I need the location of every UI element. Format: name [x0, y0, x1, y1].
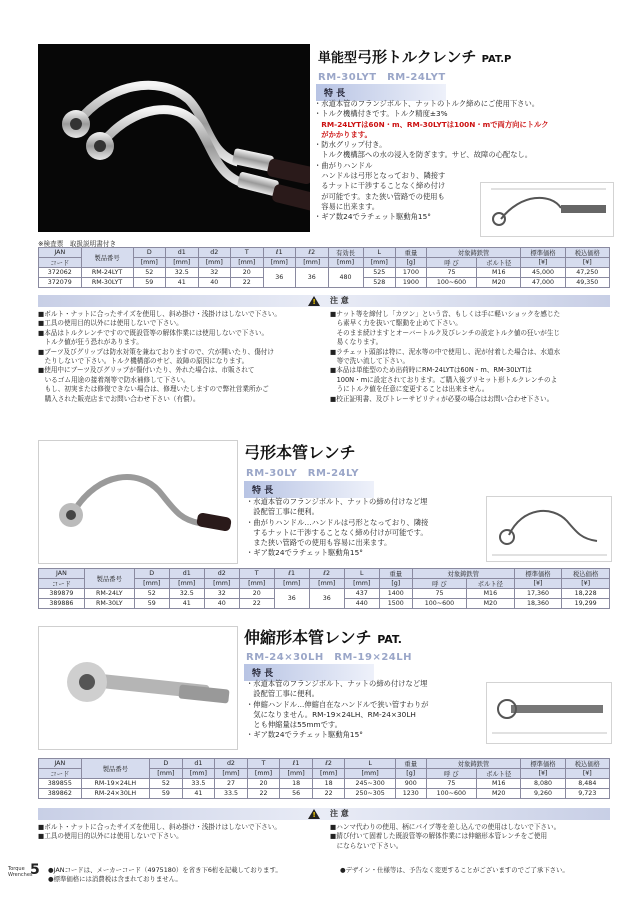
section1-models: RM-30LYT RM-24LYT	[318, 72, 446, 83]
section1-dimension-diagram	[480, 182, 614, 237]
dimension-drawing-icon	[481, 183, 615, 238]
section3-title: 伸縮形本管レンチ PAT.	[244, 628, 402, 647]
product-photo-torque-wrench	[38, 44, 310, 232]
caution2-right-notes: ■ハンマ代わりの使用、柄にパイプ等を差し込んでの使用はしないで下さい。 ■錆び付いて固着した既設管等の解体作業には伸縮形本管レンチをご使用 にならないで下さい。	[330, 823, 561, 850]
page-number: 5	[30, 862, 40, 878]
warning-icon	[308, 809, 320, 819]
caution1-right-notes: ■ナット等を締付し「カツン」という音、もしくは手に軽いショックを感じた ら素早く力を抜いて駆動を止めて下さい。 そのまま続けますとオーバートルク及びレンチの設定トルク値の狂いが生じ 易くなります。 ■ラチェット頭部は特に、泥水等の中で使用し、泥が付着した場合は、水道水 等で洗い流して下さい。 ■本品は単能型のため出荷時にRM-24LYTは60N・m、RM-30LYTは 100N・mに設定されております。ご購入後プリセット形トルクレンチのよ うにトルク値を任意に変更することは出来ません。 ■校正証明書、及びトレーサビリティが必要の場合はお問い合わせ下さい。	[330, 310, 561, 403]
footer-right-note: ●デザイン・仕様等は、予告なく変更することがございますのでご了承下さい。	[340, 866, 569, 874]
section3-spec-table: JAN 製品番号 D d1 d2 T ℓ1 ℓ2 L 重量 対象鋳鉄管 標準価格 税込価格 コード [mm] [mm] [mm] [mm] [mm] [mm] [mm] [g] 呼 び ボルト径 [¥] [¥] 389855 RM-19×24LH 52 33.5 27 20 18 18 245~300 900 75 M16 8,080 8,484 389862 RM-24×30LH 59 41 33.5 22 56 22 250~305 1230 100~600 M20 9,260 9,723	[38, 758, 610, 799]
section2-spec-table: JAN 製品番号 D d1 d2 T ℓ1 ℓ2 L 重量 対象鋳鉄管 標準価格 税込価格 コード [mm] [mm] [mm] [mm] [mm] [mm] [mm] [g] 呼 び ボルト径 [¥] [¥] 389879 RM-24LY 52 32.5 32 20 36 36 437 1400 75 M16 17,360 18,228 389886 RM-30LY 59 41 40 22 440 1500 100~600 M20 18,360 19,299	[38, 568, 610, 609]
product-photo-telescopic-wrench	[38, 626, 238, 750]
table-row: 389862 RM-24×30LH 59 41 33.5 22 56 22 250~305 1230 100~600 M20 9,260 9,723	[39, 789, 610, 799]
table-row: 389879 RM-24LY 52 32.5 32 20 36 36 437 1400 75 M16 17,360 18,228	[39, 589, 610, 599]
table-row: 389855 RM-19×24LH 52 33.5 27 20 18 18 245~300 900 75 M16 8,080 8,484	[39, 779, 610, 789]
caution-bar-2: ! 注 意	[38, 808, 610, 820]
product-photo-curved-wrench	[38, 440, 238, 564]
footer-left-notes: ●JANコードは、メーカーコード（4975180）を省き下6桁を記載しております。 ●標準価格には消費税は含まれておりません。	[48, 866, 282, 883]
wrench-photo-illustration	[38, 44, 310, 232]
table-row: 372062 RM-24LYT 52 32.5 32 20 36 36 480 525 1700 75 M16 45,000 47,250	[39, 268, 610, 278]
caution1-left-notes: ■ボルト・ナットに合ったサイズを使用し、斜め掛け・浅掛けはしないで下さい。 ■工具の使用目的以外には使用しないで下さい。 ■本品はトルクレンチですので既設管等の解体作業には使用しないで下さい。 トルク値が狂う恐れがあります。 ■ブーツ及びグリップは防水対策を兼ねておりますので、穴が開いたり、傷付け たりしないで下さい。トルク機構部のサビ、故障の原因になります。 ■使用中にブーツ及びグリップが傷付いたり、外れた場合は、市販されて いるゴム用途の接着剤等で防水補修して下さい。 もし、初実または修復できない場合は、修理いたしますので弊社営業所かご 購入された販売店までお問い合わせ下さい（有償）。	[38, 310, 281, 403]
curved-wrench-illustration	[39, 441, 238, 564]
section1-table-note: ※検査票 取扱説明書付き	[38, 240, 117, 248]
caution2-left-notes: ■ボルト・ナットに合ったサイズを使用し、斜め掛け・浅掛けはしないで下さい。 ■工具の使用目的以外には使用しないで下さい。	[38, 823, 281, 841]
section3-dimension-diagram	[486, 682, 612, 744]
warning-icon	[308, 296, 320, 306]
brand-mark: Torque Wrenches	[8, 866, 33, 878]
dimension-drawing-icon	[487, 497, 613, 563]
section3-features-label: 特 長	[244, 664, 374, 681]
section2-models: RM-30LY RM-24LY	[246, 468, 360, 479]
section3-features: ・水道本管のフランジボルト、ナットの締め付けなど埋 設配管工事に便利。 ・伸縮ハンドル…伸縮自在なハンドルで狭い管すわりが 気になりません。RM-19×24LH、RM-24×30LH とも伸縮量は55mmです。 ・ギア数24でラチェット駆動角15°	[246, 679, 429, 740]
section1-features: ・水道本管のフランジボルト、ナットのトルク締めにご使用下さい。 ・トルク機構付きです。トルク精度±3% RM-24LYTは60N・m、RM-30LYTは100N・mで両方向にトルク がかかります。 ・防水グリップ付き。 トルク機構部への水の浸入を防ぎます。サビ、故障の心配なし。 ・曲がりハンドル ハンドルは弓形となっており、隣接す るナットに干渉することなく締め付け が可能です。また狭い管路での使用も 容易に出来ます。 ・ギア数24でラチェット駆動角15°	[314, 99, 549, 222]
caution-bar-1: ! 注 意	[38, 295, 610, 307]
section3-models: RM-24×30LH RM-19×24LH	[246, 652, 413, 663]
telescopic-wrench-illustration	[39, 627, 238, 750]
section1-features-label: 特 長	[316, 84, 446, 101]
section2-title: 弓形本管レンチ	[244, 443, 356, 462]
section2-dimension-diagram	[486, 496, 612, 562]
section2-features: ・水道本管のフランジボルト、ナットの締め付けなど埋 設配管工事に便利。 ・曲がりハンドル…ハンドルは弓形となっており、隣接 するナットに干渉することなく締め付けが可能です。 また狭い管路での使用も容易に出来ます。 ・ギア数24でラチェット駆動角15°	[246, 497, 429, 558]
table-row: 389886 RM-30LY 59 41 40 22 440 1500 100~600 M20 18,360 19,299	[39, 599, 610, 609]
section1-spec-table: JAN 製品番号 D d1 d2 T ℓ1 ℓ2 有効長 L 重量 対象鋳鉄管 標準価格 税込価格 コード [mm] [mm] [mm] [mm] [mm] [mm] [mm] [mm] [g] 呼 び ボルト径 [¥] [¥] 372062 RM-24LYT 52 32.5 32 20 36 36 480 525 1700 75 M16 45,000 47,250 372079 RM-30LYT 59 41 40 22 528 1900 100~600 M20 47,000 49,350	[38, 247, 610, 288]
section2-features-label: 特 長	[244, 481, 374, 498]
table-row: 372079 RM-30LYT 59 41 40 22 528 1900 100~600 M20 47,000 49,350	[39, 278, 610, 288]
dimension-drawing-icon	[487, 683, 613, 745]
section1-title: 単能型弓形トルクレンチ PAT.P	[318, 48, 512, 66]
